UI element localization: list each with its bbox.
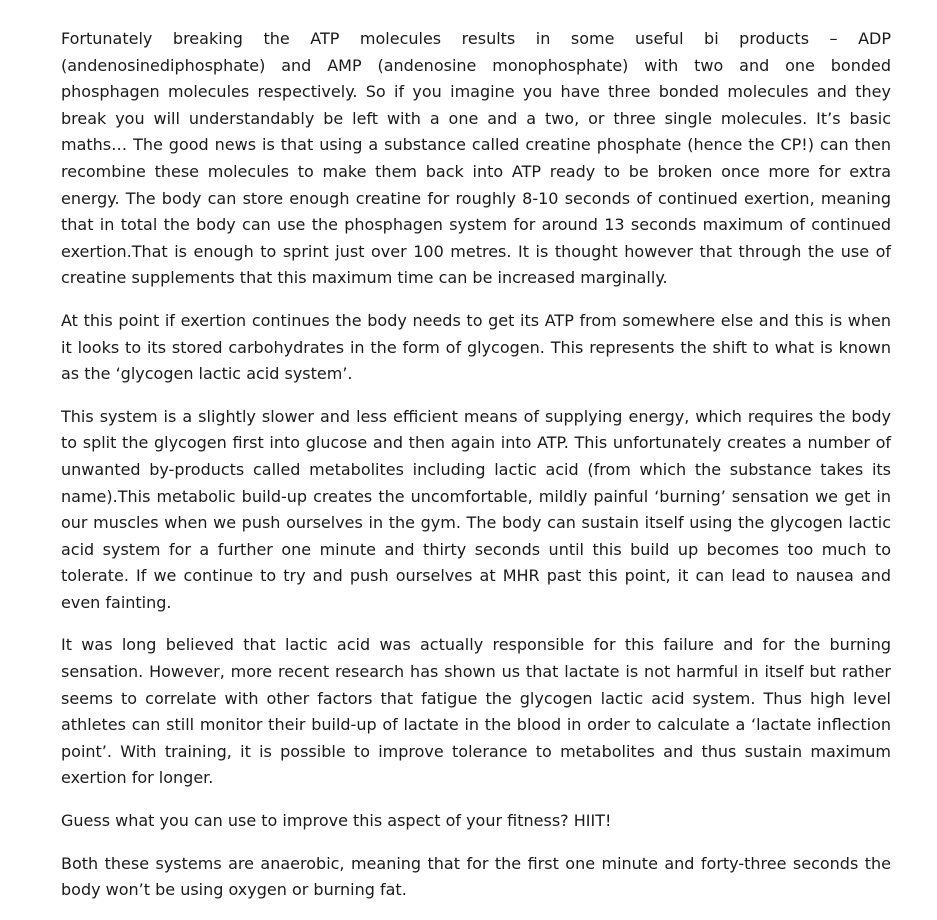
paragraph-lactate-research: It was long believed that lactic acid was actually responsible for this failure and for the burning sensation. However, more recent research has shown us that lactate is not harmful in itself but rather seems to correlate with other factors that fatigue the glycogen lactic acid system. Thus high level athletes can still monitor their build-up of lactate in the blood in order to calculate a ‘lactate inflection point’. With training, it is possible to improve tolerance to metabolites and thus sustain maximum exertion for longer. <box>61 635 891 788</box>
paragraph-lactic-acid-system: This system is a slightly slower and less efficient means of supplying energy, which requires the body to split the glycogen first into glucose and then again into ATP. This unfortunately creates a number of unwanted by-products called metabolites including lactic acid (from which the substance takes its name).This metabolic build-up creates the uncomfortable, mildly painful ‘burning’ sensation we get in our muscles when we push ourselves in the gym. The body can sustain itself using the glycogen lactic acid system for a further one minute and thirty seconds until this build up becomes too much to tolerate. If we continue to try and push ourselves at MHR past this point, it can lead to nausea and even fainting. <box>61 406 891 612</box>
document-body <box>61 26 891 920</box>
paragraph-anaerobic: Both these systems are anaerobic, meaning that for the first one minute and forty-three seconds the body won’t be using oxygen or burning fat. <box>61 853 891 900</box>
paragraph-phosphagen-system: Fortunately breaking the ATP molecules results in some useful bi products – ADP (andenosinediphosphate) and AMP (andenosine monophosphate) with two and one bonded phosphagen molecules respectively. So if you imagine you have three bonded molecules and they break you will understandably be left with a one and a two, or three single molecules. It’s basic maths… The good news is that using a substance called creatine phosphate (hence the CP!) can then recombine these molecules to make them back into ATP ready to be broken once more for extra energy. The body can store enough creatine for roughly 8-10 seconds of continued exertion, meaning that in total the body can use the phosphagen system for around 13 seconds maximum of continued exertion.That is enough to sprint just over 100 metres. It is thought however that through the use of creatine supplements that this maximum time can be increased marginally. <box>61 29 891 288</box>
paragraph-hiit: Guess what you can use to improve this aspect of your fitness? HIIT! <box>61 811 612 831</box>
paragraph-glycogen-shift: At this point if exertion continues the body needs to get its ATP from somewhere else and this is when it looks to its stored carbohydrates in the form of glycogen. This represents the shift to what is known as the ‘glycogen lactic acid system’. <box>61 310 891 384</box>
